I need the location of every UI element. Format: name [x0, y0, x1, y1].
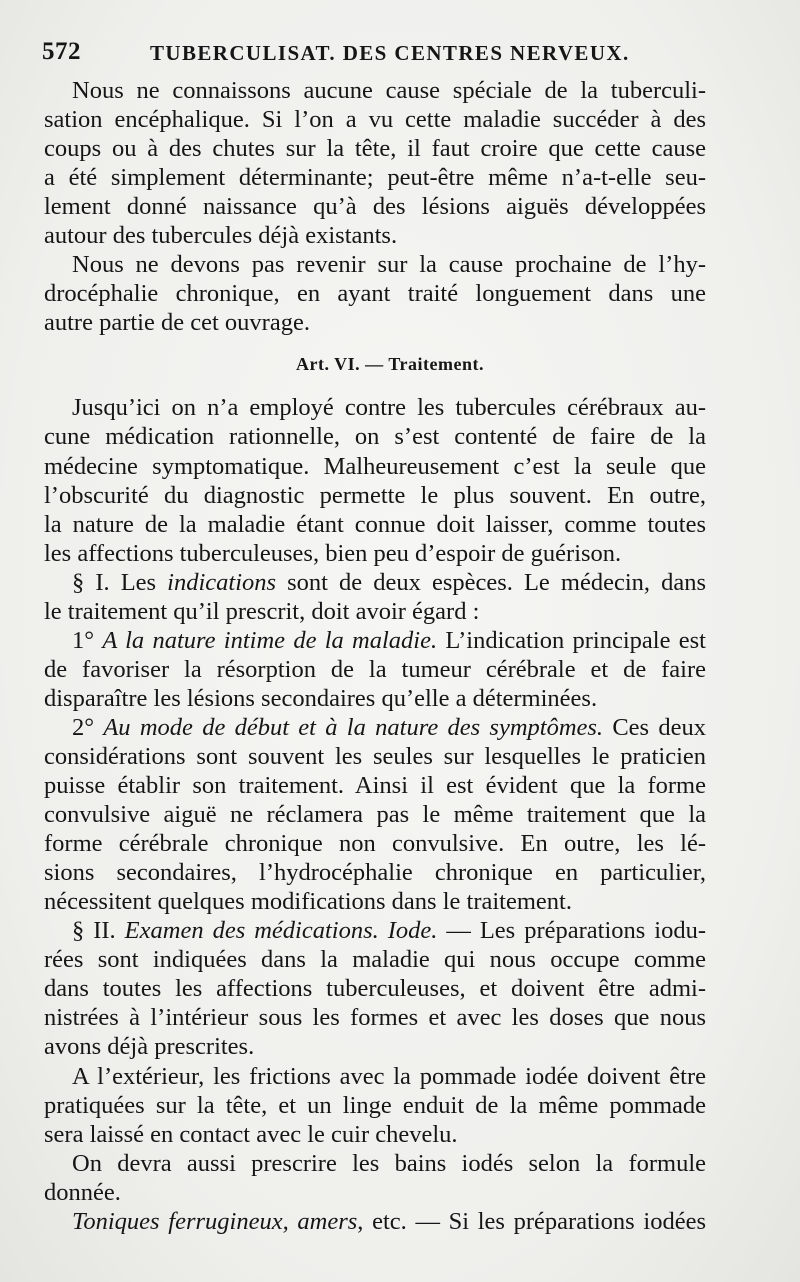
text-line: le traitement qu’il prescrit, doit avoir égard :: [44, 597, 480, 625]
text-run: — Les préparations iodu-: [437, 917, 706, 945]
running-title: TUBERCULISAT. DES CENTRES NERVEUX.: [150, 41, 630, 65]
text-run: 2°: [72, 713, 104, 741]
italic-term: indications: [167, 568, 277, 596]
running-header: [42, 38, 702, 68]
text-line: avons déjà prescrites.: [44, 1033, 255, 1061]
text-line: a été simplement déterminante; peut-être même n’a-t-elle seu-: [44, 164, 706, 192]
text-line: [44, 916, 706, 945]
text-run: § I. Les: [72, 568, 168, 596]
text-line: drocéphalie chronique, en ayant traité longuement dans une: [44, 280, 706, 308]
text-line: rées sont indiquées dans la maladie qui nous occupe comme: [44, 946, 706, 974]
text-line: dans toutes les affections tuberculeuses, et doivent être admi-: [44, 975, 706, 1003]
text-line: [44, 626, 706, 655]
text-line: nistrées à l’intérieur sous les formes et avec les doses que nous: [44, 1004, 706, 1032]
text-line: Nous ne devons pas revenir sur la cause prochaine de l’hy-: [72, 251, 706, 279]
text-line: les affections tuberculeuses, bien peu d’espoir de guérison.: [44, 539, 622, 567]
italic-term: Au mode de début et à la nature des symptômes.: [103, 713, 604, 741]
page-body: [44, 76, 706, 1236]
text-line: considérations sont souvent les seules sur lesquelles le praticien: [44, 742, 706, 770]
page-number: 572: [42, 38, 81, 65]
text-line: forme cérébrale chronique non convulsive. En outre, les lé-: [44, 830, 706, 858]
text-line: disparaître les lésions secondaires qu’elle a déterminées.: [44, 684, 598, 712]
text-run: Ces deux: [603, 713, 706, 741]
italic-term: Examen des médications. Iode.: [124, 917, 438, 945]
text-line: autre partie de cet ouvrage.: [44, 309, 310, 337]
italic-term: A la nature intime de la maladie.: [102, 626, 438, 654]
text-run: 1°: [72, 626, 103, 654]
text-line: A l’extérieur, les frictions avec la pommade iodée doivent être: [72, 1062, 706, 1090]
text-line: pratiquées sur la tête, et un linge enduit de la même pommade: [44, 1091, 706, 1119]
text-line: de favoriser la résorption de la tumeur cérébrale et de faire: [44, 655, 706, 683]
text-line: puisse établir son traitement. Ainsi il est évident que la forme: [44, 772, 706, 800]
italic-term: Toniques ferrugineux, amers: [72, 1207, 358, 1235]
text-line: [44, 1207, 706, 1236]
text-line: sera laissé en contact avec le cuir chevelu.: [44, 1120, 458, 1148]
paragraph: [44, 250, 706, 337]
text-line: l’obscurité du diagnostic permette le plus souvent. En outre,: [44, 481, 706, 509]
section-heading: Art. VI. — Traitement.: [296, 354, 484, 375]
text-line: Nous ne connaissons aucune cause spéciale de la tuberculi-: [72, 77, 706, 104]
section-medications: [44, 916, 706, 1236]
text-run: sont de deux espèces. Le médecin, dans: [276, 568, 706, 596]
text-line: nécessitent quelques modifications dans le traitement.: [44, 888, 572, 916]
text-line: [44, 713, 706, 742]
text-line: sation encéphalique. Si l’on a vu cette maladie succéder à des: [44, 106, 706, 134]
text-line: lement donné naissance qu’à des lésions aiguës développées: [44, 193, 706, 221]
text-line: coups ou à des chutes sur la tête, il faut croire que cette cause: [44, 135, 706, 163]
text-run: § II.: [72, 917, 125, 945]
text-line: On devra aussi prescrire les bains iodés selon la formule: [72, 1149, 706, 1177]
paragraph: [44, 76, 706, 250]
text-line: autour des tubercules déjà existants.: [44, 222, 398, 250]
section-indications: [44, 568, 706, 917]
text-line: sions secondaires, l’hydrocéphalie chronique en particulier,: [44, 859, 706, 887]
text-line: Jusqu’ici on n’a employé contre les tubercules cérébraux au-: [72, 394, 706, 422]
text-line: cune médication rationnelle, on s’est contenté de faire de la: [44, 423, 706, 451]
text-line: médecine symptomatique. Malheureusement c’est la seule que: [44, 452, 706, 480]
text-line: convulsive aiguë ne réclamera pas le même traitement que la: [44, 801, 706, 829]
text-run: L’indication principale est: [437, 626, 706, 654]
text-line: [44, 568, 706, 597]
text-line: donnée.: [44, 1178, 121, 1206]
text-run: , etc. — Si les préparations iodées: [357, 1207, 706, 1235]
text-line: la nature de la maladie étant connue doit laisser, comme toutes: [44, 510, 706, 538]
paragraph: [44, 393, 706, 567]
